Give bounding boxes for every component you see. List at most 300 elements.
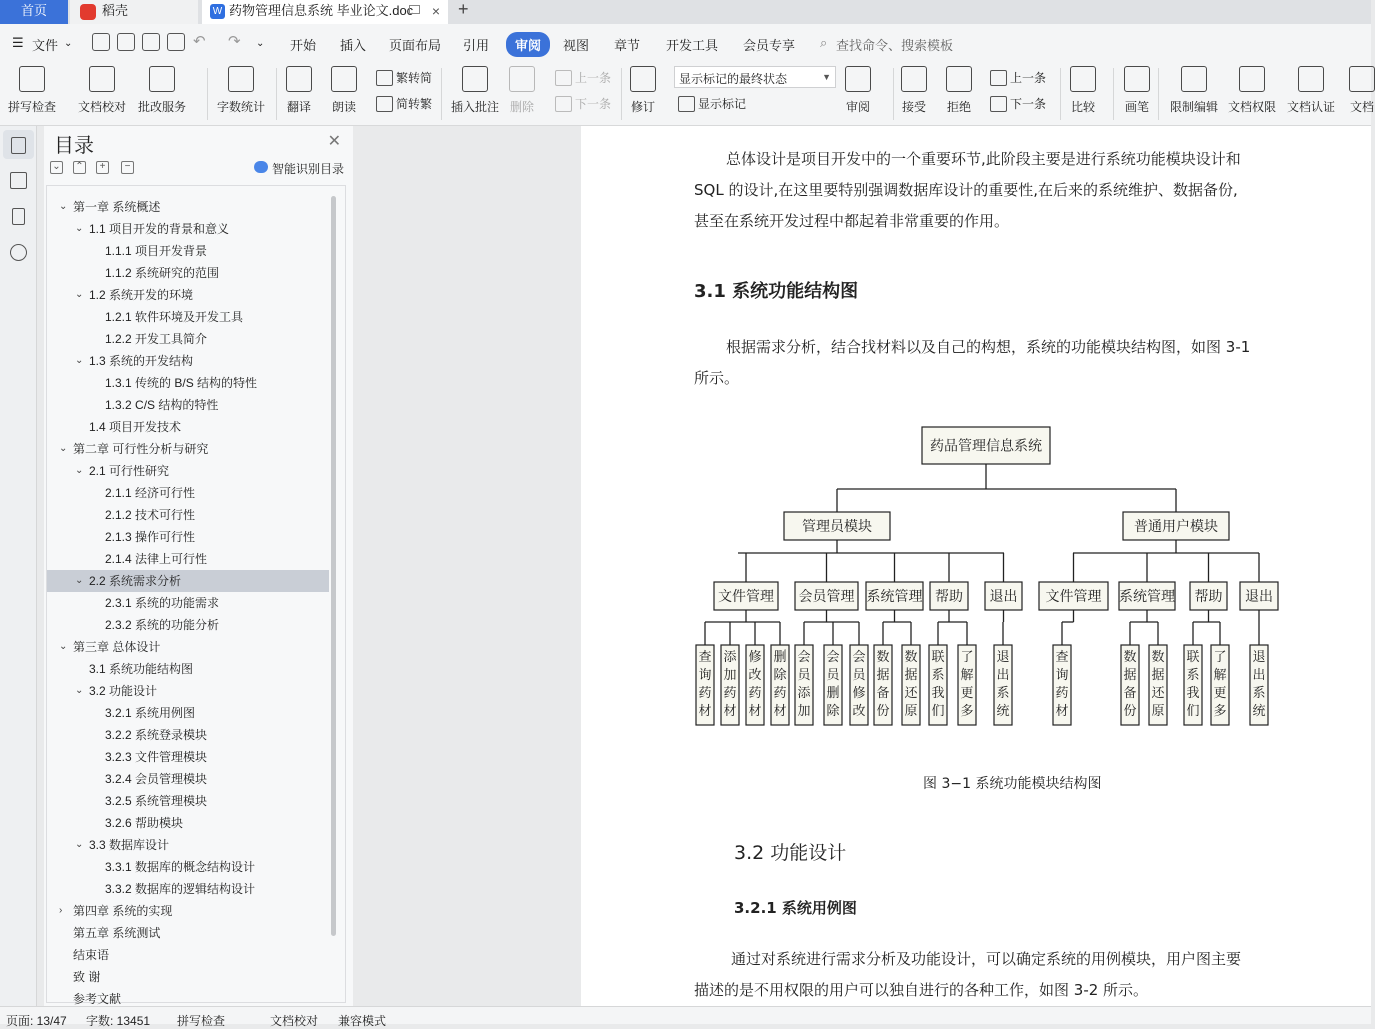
compare-label: 比较: [1070, 100, 1095, 114]
toc-item[interactable]: [47, 878, 329, 900]
menu-member[interactable]: 会员专享: [743, 38, 796, 53]
diagram-leaf-char: 统: [996, 704, 1010, 719]
new-tab-icon[interactable]: +: [458, 0, 469, 19]
reject-button[interactable]: [946, 66, 972, 115]
diagram-leaf-char: 统: [1252, 704, 1266, 719]
add-heading-icon[interactable]: +: [96, 161, 109, 174]
doc-proof-status[interactable]: [255, 1012, 318, 1029]
diagram-leaf-char: 员: [826, 668, 840, 683]
toc-item-label: 1.2 系统开发的环境: [89, 288, 194, 302]
command-search[interactable]: 查找命令、搜索模板: [836, 38, 954, 53]
toc-item-label: 结束语: [73, 948, 110, 962]
diagram-leaf-char: 解: [1213, 668, 1227, 683]
toc-item[interactable]: [47, 394, 329, 416]
spellcheck-status[interactable]: [162, 1012, 225, 1029]
diagram-leaf-char: 我: [1186, 686, 1200, 701]
ribbon-separator: [1060, 68, 1061, 120]
word-count-label: 字数统计: [217, 100, 266, 114]
next-comment-button[interactable]: 下一条: [555, 95, 611, 112]
doc-proof-label: 文档校对: [78, 100, 127, 114]
diagram-leaf-char: 材: [773, 704, 787, 719]
diagram-leaf-char: 份: [1123, 704, 1137, 719]
close-tab-icon[interactable]: ×: [431, 3, 440, 19]
toc-item-label: 3.2.5 系统管理模块: [105, 794, 208, 808]
diagram-leaf-char: 出: [1252, 668, 1266, 683]
diagram-leaf-char: 添: [723, 650, 737, 665]
document-canvas: [353, 126, 1371, 1006]
toc-item[interactable]: [47, 328, 329, 350]
diagram-leaf-char: 材: [698, 704, 712, 719]
diagram-leaf-char: 原: [904, 704, 918, 719]
toc-item[interactable]: [47, 460, 329, 482]
toc-item-label: 1.1.2 系统研究的范围: [105, 266, 220, 280]
reject-label: 拒绝: [946, 100, 971, 114]
diagram-leaf-char: 数: [1123, 650, 1137, 665]
diagram-leaf-char: 数: [876, 650, 890, 665]
toc-item-label: 3.1 系统功能结构图: [89, 662, 194, 676]
toc-item[interactable]: [47, 284, 329, 306]
toc-item[interactable]: [47, 262, 329, 284]
diagram-admin-submodule: 文件管理: [718, 589, 774, 605]
toc-item[interactable]: [47, 768, 329, 790]
toc-item-label: 1.3.1 传统的 B/S 结构的特性: [105, 376, 258, 390]
diagram-leaf-char: 修: [748, 650, 762, 665]
track-changes-label: 修订: [630, 100, 655, 114]
restrict-edit-icon: [1181, 66, 1207, 92]
menu-start[interactable]: 开始: [290, 38, 317, 53]
toc-item[interactable]: [47, 812, 329, 834]
chevron-right-icon[interactable]: ›: [59, 905, 63, 916]
accept-icon: [901, 66, 927, 92]
toc-item-label: 1.2.2 开发工具简介: [105, 332, 208, 346]
compare-icon: [1070, 66, 1096, 92]
diagram-admin-submodule: 退出: [989, 589, 1018, 605]
toc-scrollbar[interactable]: [331, 196, 336, 936]
page-indicator[interactable]: 页面: 13/47: [6, 1014, 67, 1028]
save-icon[interactable]: [92, 33, 110, 51]
compat-mode-indicator: 兼容模式: [338, 1014, 387, 1028]
toc-pane: [44, 126, 353, 1006]
toc-item[interactable]: [47, 482, 329, 504]
prev-comment-button[interactable]: 上一条: [555, 69, 611, 86]
diagram-admin-module: 管理员模块: [802, 519, 872, 535]
search-icon[interactable]: ⌕: [820, 35, 828, 50]
ribbon-separator: [441, 68, 442, 120]
diagram-leaf-char: 们: [931, 704, 945, 719]
function-structure-diagram: [581, 126, 1371, 766]
diagram-admin-submodule: 系统管理: [866, 589, 923, 605]
batch-service-label: 批改服务: [138, 100, 187, 114]
collapse-all-icon[interactable]: ⌄: [50, 161, 63, 174]
delete-comment-button[interactable]: [509, 66, 535, 115]
toc-item[interactable]: [47, 944, 329, 966]
bookmark-icon[interactable]: [12, 208, 25, 225]
toc-item-label: 致 谢: [73, 970, 101, 984]
diagram-user-module: 普通用户模块: [1134, 519, 1218, 535]
diagram-leaf-char: 药: [773, 686, 787, 701]
diagram-leaf-char: 删: [773, 650, 787, 665]
diagram-leaf-char: 系: [1252, 686, 1266, 701]
insert-comment-button[interactable]: [451, 66, 499, 115]
menu-insert[interactable]: 插入: [340, 38, 367, 53]
diagram-leaf-char: 数: [904, 650, 918, 665]
diagram-leaf-char: 药: [1055, 686, 1069, 701]
expand-all-icon[interactable]: ⌃: [73, 161, 86, 174]
accept-button[interactable]: [901, 66, 927, 115]
doc-proof-button[interactable]: [78, 66, 126, 115]
toc-item-label: 第二章 可行性分析与研究: [73, 442, 209, 456]
toc-item-label: 1.1 项目开发的背景和意义: [89, 222, 230, 236]
chevron-down-icon[interactable]: ⌄: [59, 201, 68, 212]
tab-home[interactable]: 首页: [0, 0, 68, 24]
toc-item[interactable]: [47, 658, 329, 680]
ribbon-separator: [1113, 68, 1114, 120]
toc-item-label: 3.3 数据库设计: [89, 838, 170, 852]
diagram-leaf-char: 修: [852, 686, 866, 701]
outline-icon[interactable]: [3, 130, 34, 159]
diagram-user-submodule: 帮助: [1194, 589, 1223, 605]
body-paragraph: 甚至在系统开发过程中都起着非常重要的作用。: [694, 212, 1010, 230]
spellcheck-label: 拼写检查: [8, 100, 57, 114]
toc-item-label: 3.2.2 系统登录模块: [105, 728, 208, 742]
body-paragraph: 根据需求分析，结合找材料以及自己的构想，系统的功能模块结构图，如图 3-1: [726, 338, 1251, 356]
read-aloud-label: 朗读: [331, 100, 356, 114]
restrict-edit-button[interactable]: [1170, 66, 1218, 115]
toc-item-label: 3.3.1 数据库的概念结构设计: [105, 860, 256, 874]
ribbon-separator: [1158, 68, 1159, 120]
doc-proof-status-label: 文档校对: [270, 1014, 319, 1028]
toc-item-label: 2.1.1 经济可行性: [105, 486, 196, 500]
menu-bar: [0, 24, 1371, 62]
reject-icon: [946, 66, 972, 92]
diagram-leaf-char: 改: [852, 704, 866, 719]
toc-item[interactable]: [47, 570, 329, 592]
search-icon[interactable]: [10, 244, 27, 261]
chevron-down-icon[interactable]: ⌄: [75, 289, 84, 300]
toc-item[interactable]: [47, 548, 329, 570]
toc-item[interactable]: [47, 966, 329, 988]
toc-item-label: 3.2 功能设计: [89, 684, 158, 698]
read-aloud-button[interactable]: [331, 66, 357, 115]
toc-item[interactable]: [47, 438, 329, 460]
diagram-leaf-char: 据: [1123, 668, 1137, 683]
translate-label: 翻译: [286, 100, 311, 114]
chevron-down-icon[interactable]: ⌄: [75, 355, 84, 366]
doc-cert-label: 文档认证: [1287, 100, 1336, 114]
ribbon-separator: [276, 68, 277, 120]
diagram-leaf-char: 系: [996, 686, 1010, 701]
status-bar: [0, 1006, 1371, 1028]
menu-chapter[interactable]: 章节: [614, 38, 641, 53]
diagram-leaf-char: 联: [931, 650, 945, 665]
toc-item-label: 3.3.2 数据库的逻辑结构设计: [105, 882, 256, 896]
toc-item[interactable]: [47, 218, 329, 240]
diagram-leaf-char: 更: [960, 686, 974, 701]
chevron-down-icon[interactable]: ⌄: [59, 443, 68, 454]
tab-document[interactable]: [202, 0, 448, 24]
toc-item-label: 参考文献: [73, 992, 122, 1006]
diagram-leaf-char: 了: [1213, 650, 1227, 665]
diagram-leaf-char: 材: [1055, 704, 1069, 719]
toc-item[interactable]: [47, 614, 329, 636]
word-count-icon: [228, 66, 254, 92]
chevron-down-icon[interactable]: ⌄: [75, 465, 84, 476]
toc-item-label: 1.2.1 软件环境及开发工具: [105, 310, 244, 324]
diagram-leaf-char: 多: [1213, 704, 1227, 719]
smart-toc-button[interactable]: 智能识别目录: [254, 160, 344, 177]
doc-permission-label: 文档权限: [1228, 100, 1277, 114]
diagram-leaf-char: 据: [876, 668, 890, 683]
word-count-button[interactable]: [217, 66, 265, 115]
heading-3-2-1: 3.2.1 系统用例图: [734, 899, 857, 917]
more-quick-icon[interactable]: ⌄: [256, 38, 265, 49]
restrict-edit-label: 限制编辑: [1170, 100, 1219, 114]
toc-item-label: 2.3.2 系统的功能分析: [105, 618, 220, 632]
ribbon-separator: [207, 68, 208, 120]
body-paragraph: 总体设计是项目开发中的一个重要环节,此阶段主要是进行系统功能模块设计和: [726, 150, 1241, 168]
menu-file[interactable]: 文件: [32, 38, 59, 53]
menu-developer[interactable]: 开发工具: [666, 38, 719, 53]
diagram-leaf-char: 会: [852, 650, 866, 665]
diagram-leaf-char: 们: [1186, 704, 1200, 719]
next-change-button[interactable]: 下一条: [990, 95, 1046, 112]
toc-item-label: 3.2.6 帮助模块: [105, 816, 184, 830]
diagram-leaf-char: 会: [826, 650, 840, 665]
hamburger-icon[interactable]: ☰: [12, 35, 24, 50]
diagram-leaf-char: 更: [1213, 686, 1227, 701]
trad-to-simp-button[interactable]: 繁转简: [376, 69, 432, 86]
toc-item[interactable]: [47, 900, 329, 922]
diagram-leaf-char: 联: [1186, 650, 1200, 665]
toc-item[interactable]: [47, 504, 329, 526]
chevron-down-icon[interactable]: ⌄: [64, 38, 73, 49]
diagram-leaf-char: 还: [1151, 686, 1165, 701]
heading-3-1: 3.1 系统功能结构图: [694, 281, 859, 302]
diagram-leaf-char: 药: [723, 686, 737, 701]
doc-more-label: 文档: [1349, 100, 1374, 114]
diagram-leaf-char: 除: [826, 704, 840, 719]
undo-icon[interactable]: ↶: [193, 33, 206, 50]
toc-item-label: 2.1 可行性研究: [89, 464, 170, 478]
diagram-leaf-char: 还: [904, 686, 918, 701]
pen-icon: [1124, 66, 1150, 92]
toc-item-label: 第三章 总体设计: [73, 640, 161, 654]
diagram-leaf-char: 员: [852, 668, 866, 683]
accept-label: 接受: [901, 100, 926, 114]
simp-to-trad-button[interactable]: 简转繁: [376, 95, 432, 112]
word-count-indicator[interactable]: 字数: 13451: [86, 1014, 151, 1028]
toc-item-label: 第五章 系统测试: [73, 926, 161, 940]
menu-view[interactable]: 视图: [563, 38, 590, 53]
diagram-leaf-char: 询: [698, 668, 712, 683]
diagram-leaf-char: 解: [960, 668, 974, 683]
chevron-down-icon[interactable]: ⌄: [75, 223, 84, 234]
diagram-admin-submodule: 会员管理: [798, 589, 855, 605]
diagram-leaf-char: 据: [904, 668, 918, 683]
redo-icon[interactable]: ↷: [228, 33, 241, 50]
diagram-leaf-char: 系: [1186, 668, 1200, 683]
toc-item-label: 2.1.4 法律上可行性: [105, 552, 208, 566]
translate-button[interactable]: [286, 66, 312, 115]
spellcheck-button[interactable]: [8, 66, 56, 115]
diagram-user-submodule: 文件管理: [1045, 589, 1102, 605]
body-paragraph: 所示。: [694, 369, 740, 387]
delete-comment-label: 删除: [509, 100, 534, 114]
spellcheck-status-label: 拼写检查: [177, 1014, 226, 1028]
heading-3-2: 3.2 功能设计: [734, 842, 847, 864]
document-page: [581, 126, 1371, 1006]
ribbon-separator: [621, 68, 622, 120]
markup-state-select[interactable]: [674, 66, 836, 88]
tab-daoke-label: 稻壳: [102, 3, 129, 18]
toc-item[interactable]: [47, 702, 329, 724]
chevron-down-icon[interactable]: ⌄: [75, 839, 84, 850]
export-icon[interactable]: [117, 33, 135, 51]
menu-review[interactable]: 审阅: [506, 32, 550, 57]
toc-item-label: 1.1.1 项目开发背景: [105, 244, 208, 258]
tab-document-label: 药物管理信息系统 毕业论文.doc: [229, 3, 414, 18]
diagram-leaf-char: 材: [723, 704, 737, 719]
diagram-leaf-char: 了: [960, 650, 974, 665]
navigation-icon[interactable]: [10, 172, 27, 189]
diagram-leaf-char: 加: [797, 704, 811, 719]
toc-item[interactable]: [47, 922, 329, 944]
toc-item[interactable]: [47, 416, 329, 438]
read-aloud-icon: [331, 66, 357, 92]
comment-icon: [462, 66, 488, 92]
toc-item[interactable]: [47, 240, 329, 262]
ribbon-separator: [893, 68, 894, 120]
pen-button[interactable]: [1124, 66, 1150, 115]
toc-item-label: 2.2 系统需求分析: [89, 574, 182, 588]
tab-bar: [0, 0, 1371, 24]
insert-comment-label: 插入批注: [451, 100, 500, 114]
diagram-leaf-char: 备: [1123, 686, 1137, 701]
toc-item-label: 2.1.3 操作可行性: [105, 530, 196, 544]
toc-item[interactable]: [47, 856, 329, 878]
diagram-leaf-char: 药: [698, 686, 712, 701]
toc-item-label: 1.4 项目开发技术: [89, 420, 182, 434]
doc-more-icon: [1349, 66, 1375, 92]
body-paragraph: SQL 的设计,在这里要特别强调数据库设计的重要性,在后来的系统维护、数据备份,: [694, 181, 1238, 199]
chevron-down-icon[interactable]: ⌄: [75, 575, 84, 586]
print-preview-icon[interactable]: [167, 33, 185, 51]
toc-item-label: 3.2.3 文件管理模块: [105, 750, 208, 764]
toc-item[interactable]: [47, 526, 329, 548]
diagram-root: 药品管理信息系统: [930, 438, 1042, 455]
doc-cert-button[interactable]: [1287, 66, 1335, 115]
diagram-leaf-char: 删: [826, 686, 840, 701]
pen-label: 画笔: [1124, 100, 1149, 114]
toc-item[interactable]: [47, 680, 329, 702]
toc-item[interactable]: [47, 724, 329, 746]
toc-item[interactable]: [47, 592, 329, 614]
toc-item[interactable]: [47, 350, 329, 372]
toc-title: 目录: [54, 135, 94, 157]
tab-daoke[interactable]: [70, 0, 198, 24]
toc-item-label: 3.2.1 系统用例图: [105, 706, 196, 720]
diagram-leaf-char: 材: [748, 704, 762, 719]
diagram-admin-submodule: 帮助: [935, 589, 963, 605]
delete-comment-icon: [509, 66, 535, 92]
print-icon[interactable]: [142, 33, 160, 51]
body-paragraph: 通过对系统进行需求分析及功能设计，可以确定系统的用例模块，用户图主要: [731, 950, 1242, 968]
diagram-leaf-char: 加: [723, 668, 737, 683]
diagram-leaf-char: 备: [876, 686, 890, 701]
review-pane-label: 审阅: [845, 100, 870, 114]
toc-item-label: 1.3.2 C/S 结构的特性: [105, 398, 219, 412]
chevron-down-icon[interactable]: ⌄: [75, 685, 84, 696]
toc-item-label: 1.3 系统的开发结构: [89, 354, 194, 368]
toc-list: [46, 185, 346, 1006]
diagram-leaf-char: 药: [748, 686, 762, 701]
prev-change-button[interactable]: 上一条: [990, 69, 1046, 86]
toc-item-label: 2.1.2 技术可行性: [105, 508, 196, 522]
left-rail: [0, 126, 37, 1006]
track-changes-icon: [630, 66, 656, 92]
menu-references[interactable]: 引用: [463, 38, 490, 53]
track-changes-button[interactable]: [630, 66, 656, 115]
daoke-logo-icon: [80, 4, 96, 20]
figure-caption: 图 3−1 系统功能模块结构图: [923, 776, 1102, 792]
diagram-leaf-char: 查: [698, 650, 712, 665]
chevron-down-icon[interactable]: ⌄: [59, 641, 68, 652]
toc-item-label: 第四章 系统的实现: [73, 904, 173, 918]
toc-item[interactable]: [47, 196, 329, 218]
remove-heading-icon[interactable]: −: [121, 161, 134, 174]
doc-proof-icon: [89, 66, 115, 92]
close-icon[interactable]: ✕: [327, 133, 341, 150]
batch-service-icon: [149, 66, 175, 92]
menu-page-layout[interactable]: 页面布局: [389, 38, 442, 53]
doc-permission-button[interactable]: [1228, 66, 1276, 115]
diagram-leaf-char: 除: [773, 668, 787, 683]
translate-icon: [286, 66, 312, 92]
review-pane-button[interactable]: [845, 66, 871, 115]
diagram-leaf-char: 多: [960, 704, 974, 719]
diagram-leaf-char: 询: [1055, 668, 1069, 683]
diagram-leaf-char: 退: [996, 650, 1010, 665]
toc-item[interactable]: [47, 636, 329, 658]
diagram-leaf-char: 会: [797, 650, 811, 665]
review-pane-icon: [845, 66, 871, 92]
toc-item[interactable]: [47, 746, 329, 768]
toc-item-label: 第一章 系统概述: [73, 200, 161, 214]
toc-item-label: 2.3.1 系统的功能需求: [105, 596, 220, 610]
diagram-leaf-char: 退: [1252, 650, 1266, 665]
diagram-leaf-char: 原: [1151, 704, 1165, 719]
toc-item[interactable]: [47, 306, 329, 328]
ribbon-review: [0, 62, 1374, 126]
compare-button[interactable]: [1070, 66, 1096, 115]
body-paragraph: 描述的是不用权限的用户可以独自进行的各种工作，如图 3-2 所示。: [694, 981, 1149, 999]
show-markup-button[interactable]: 显示标记: [678, 95, 746, 112]
diagram-leaf-char: 我: [931, 686, 945, 701]
doc-more-button[interactable]: [1349, 66, 1375, 115]
batch-service-button[interactable]: [138, 66, 186, 115]
toc-item[interactable]: [47, 372, 329, 394]
doc-permission-icon: [1239, 66, 1265, 92]
monitor-icon[interactable]: [409, 5, 420, 14]
diagram-leaf-char: 员: [797, 668, 811, 683]
dropdown-arrow-icon: ▼: [822, 72, 831, 82]
toc-item[interactable]: [47, 790, 329, 812]
toc-item[interactable]: [47, 834, 329, 856]
diagram-leaf-char: 数: [1151, 650, 1165, 665]
diagram-leaf-char: 添: [797, 686, 811, 701]
diagram-leaf-char: 系: [931, 668, 945, 683]
toc-item-label: 3.2.4 会员管理模块: [105, 772, 208, 786]
